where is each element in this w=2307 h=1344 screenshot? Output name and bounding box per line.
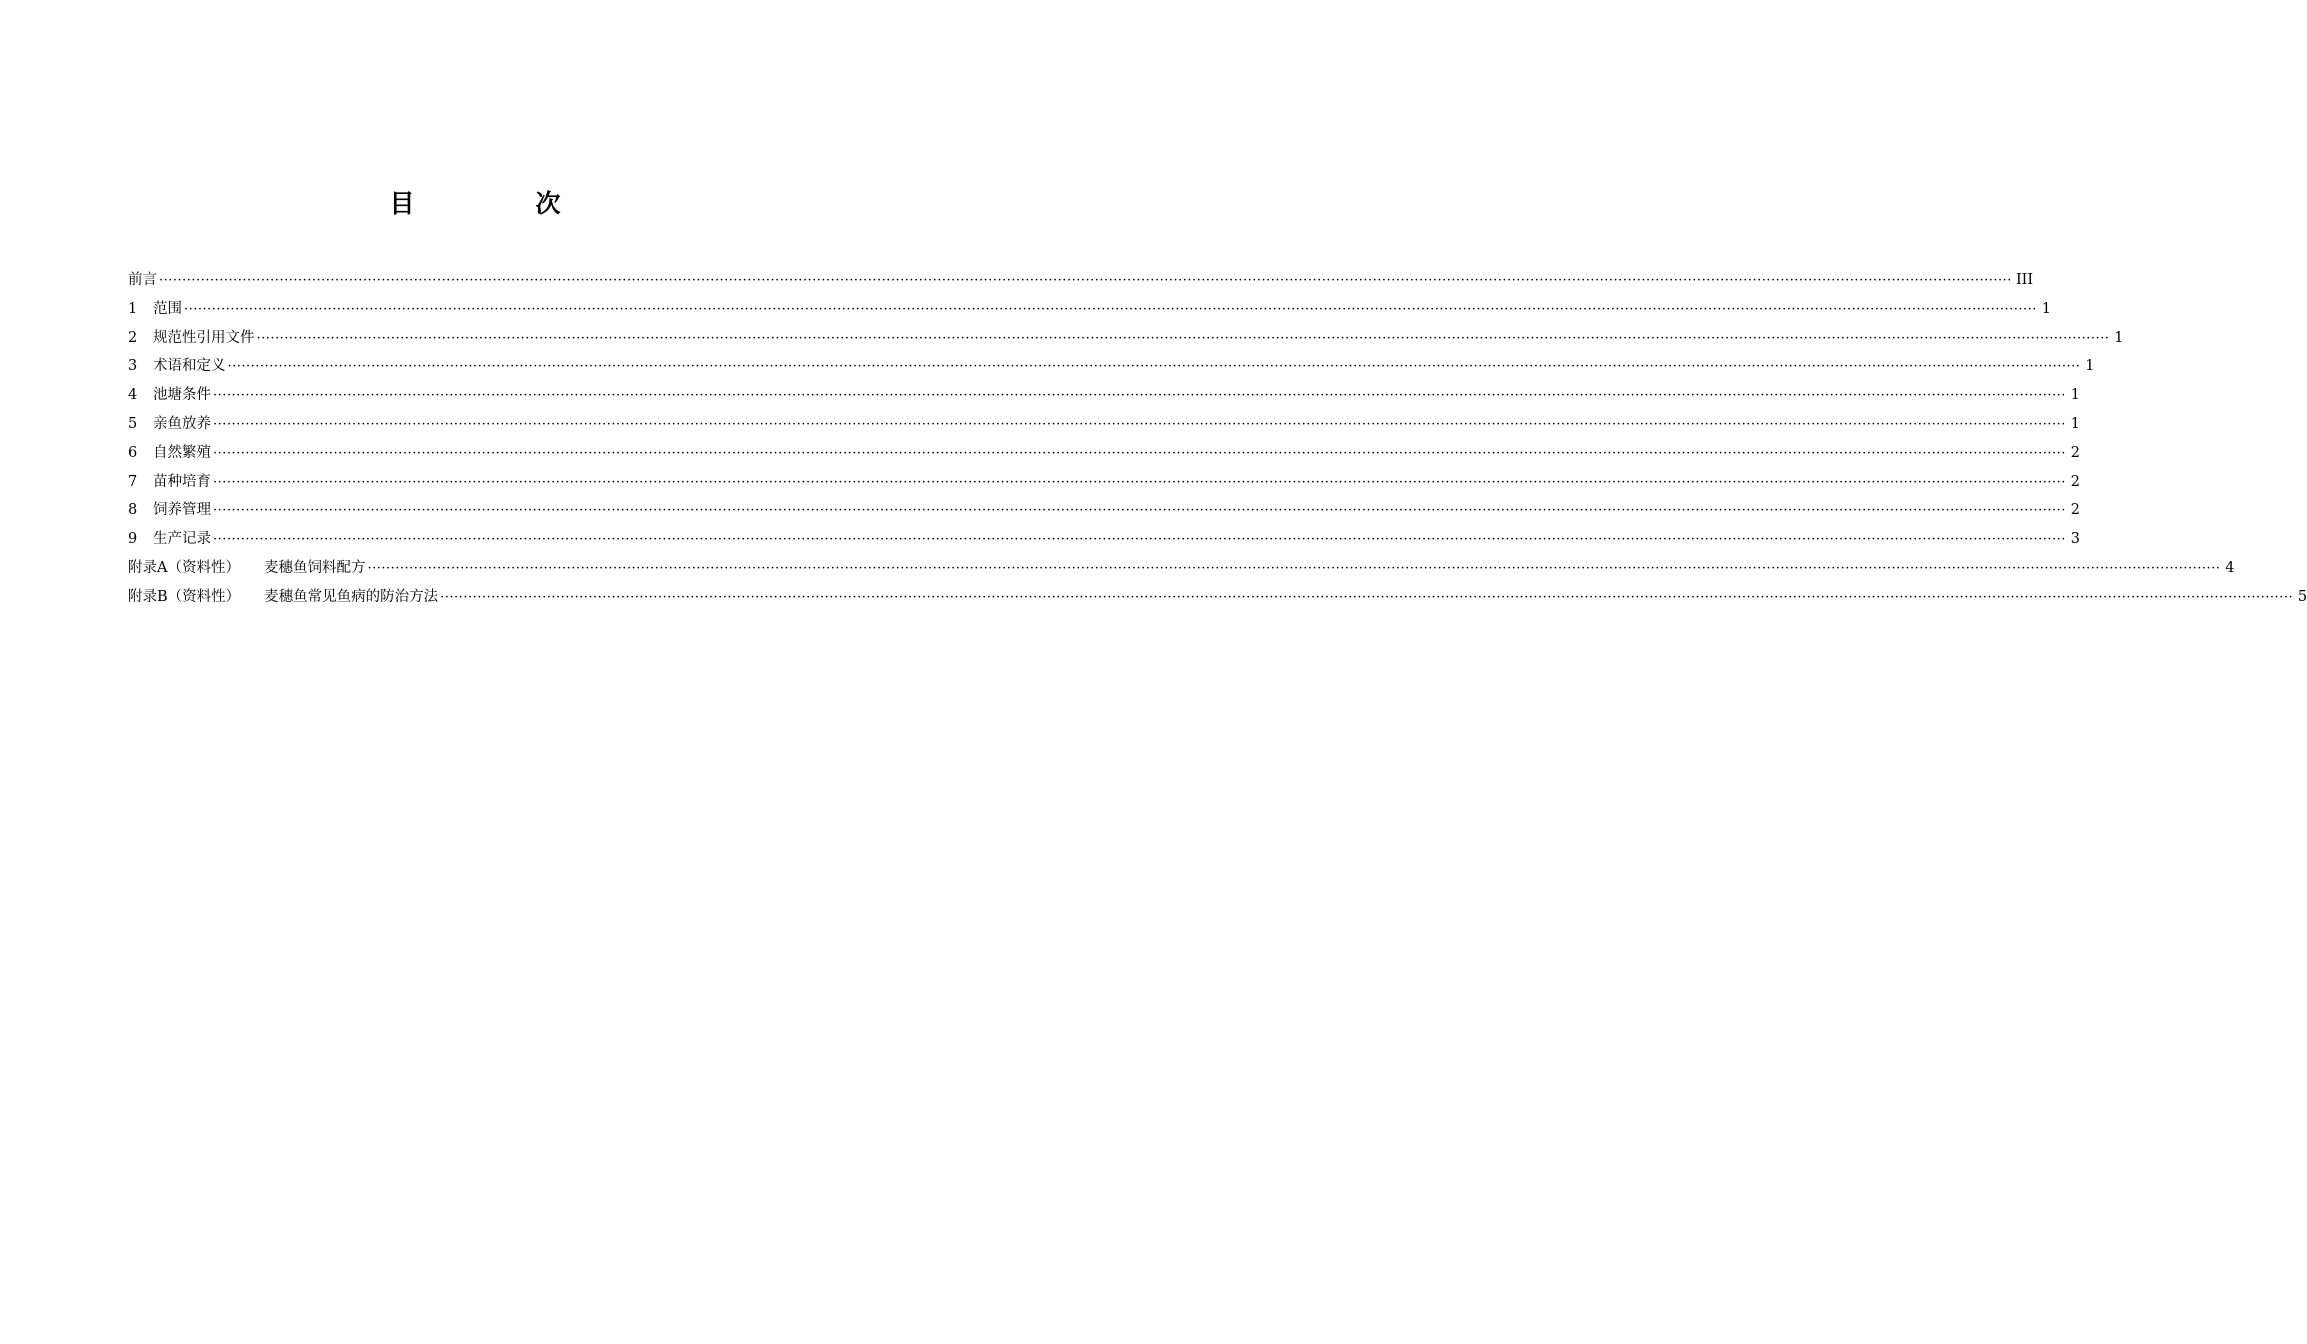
toc-entry-number: 1 — [128, 300, 138, 317]
toc-entry-page: 5 — [2297, 588, 2307, 605]
toc-leader-dots: ················································································································································································································································································································································································································ — [213, 503, 2066, 519]
toc-leader-dots: ················································································································································································································································································································································································································ — [184, 301, 2037, 317]
toc-leader-dots: ················································································································································································································································································································································································································ — [440, 589, 2294, 605]
toc-entry[interactable] — [128, 295, 2051, 324]
toc-entry[interactable] — [128, 266, 2034, 295]
toc-entry-page: 1 — [2070, 415, 2080, 432]
toc-entry-number: 7 — [128, 473, 138, 490]
toc-leader-dots: ················································································································································································································································································································································································································ — [256, 330, 2110, 346]
toc-entry-number: 4 — [128, 387, 138, 404]
toc-leader-dots: ················································································································································································································································································································································································································ — [159, 273, 2012, 288]
toc-entry-title: 附录B（资料性） — [128, 588, 241, 605]
toc-entry-number: 3 — [128, 358, 138, 375]
toc-entry-annex-title: 麦穗鱼饲料配方 — [263, 559, 366, 576]
toc-entry[interactable] — [128, 583, 2307, 612]
toc-entry-title: 亲鱼放养 — [153, 415, 211, 432]
toc-entry-label — [153, 496, 211, 525]
toc-entry-number: 2 — [128, 329, 138, 346]
toc-entry-title: 生产记录 — [153, 531, 211, 548]
toc-entry-title: 范围 — [153, 300, 182, 317]
toc-entry-title: 规范性引用文件 — [153, 329, 255, 346]
toc-entry-page: III — [2015, 272, 2034, 288]
toc-entry-label — [153, 468, 211, 497]
toc-entry-label — [153, 324, 255, 353]
toc-entry-number: 5 — [128, 415, 138, 432]
toc-leader-dots: ················································································································································································································································································································································································································ — [213, 416, 2066, 432]
toc-entry-title: 饲养管理 — [153, 502, 211, 519]
toc-entry-number: 6 — [128, 444, 138, 461]
toc-entry[interactable] — [128, 496, 2080, 525]
toc-leader-dots: ················································································································································································································································································································································································································ — [213, 474, 2066, 490]
toc-entry-label — [128, 266, 157, 295]
toc-leader-dots: ················································································································································································································································································································································································································ — [213, 388, 2066, 404]
page-title: 目 次 — [389, 189, 609, 218]
toc-entry-number: 9 — [128, 531, 138, 548]
toc-entry[interactable] — [128, 554, 2235, 583]
toc-entry-title: 附录A（资料性） — [128, 559, 240, 576]
toc-leader-dots: ················································································································································································································································································································································································································ — [213, 445, 2066, 461]
toc-entry-page: 1 — [2041, 300, 2051, 317]
toc-entry[interactable] — [128, 410, 2080, 439]
toc-leader-dots: ················································································································································································································································································································································································································ — [213, 532, 2066, 548]
toc-entry-title: 苗种培育 — [153, 473, 211, 490]
toc-entry-page: 4 — [2225, 559, 2235, 576]
table-of-contents — [128, 266, 2307, 612]
toc-entry[interactable] — [128, 381, 2080, 410]
toc-leader-dots: ················································································································································································································································································································································································································ — [367, 560, 2221, 576]
toc-entry-page: 2 — [2070, 502, 2080, 519]
toc-entry-title: 自然繁殖 — [153, 444, 211, 461]
toc-entry[interactable] — [128, 439, 2080, 468]
toc-entry-label — [153, 525, 211, 554]
toc-entry-label — [153, 410, 211, 439]
toc-entry-label — [153, 381, 211, 410]
toc-entry-title: 池塘条件 — [153, 387, 211, 404]
toc-entry[interactable] — [128, 352, 2095, 381]
toc-entry-page: 1 — [2070, 387, 2080, 404]
toc-entry-title: 术语和定义 — [153, 358, 226, 375]
toc-entry[interactable] — [128, 324, 2124, 353]
toc-entry-label — [128, 583, 438, 612]
toc-entry[interactable] — [128, 468, 2080, 497]
toc-entry-label — [153, 295, 182, 324]
toc-entry-page: 2 — [2070, 444, 2080, 461]
toc-entry-annex-title: 麦穗鱼常见鱼病的防治方法 — [264, 588, 439, 605]
toc-entry-page: 2 — [2070, 473, 2080, 490]
toc-entry-page: 1 — [2085, 358, 2095, 375]
toc-entry-label — [153, 352, 226, 381]
toc-entry-page: 1 — [2114, 329, 2124, 346]
toc-entry-title: 前言 — [128, 272, 157, 288]
toc-entry-page: 3 — [2070, 531, 2080, 548]
toc-entry-label — [128, 554, 365, 583]
toc-entry-number: 8 — [128, 502, 138, 519]
toc-entry-label — [153, 439, 211, 468]
toc-leader-dots: ················································································································································································································································································································································································································ — [227, 359, 2081, 375]
toc-entry[interactable] — [128, 525, 2080, 554]
